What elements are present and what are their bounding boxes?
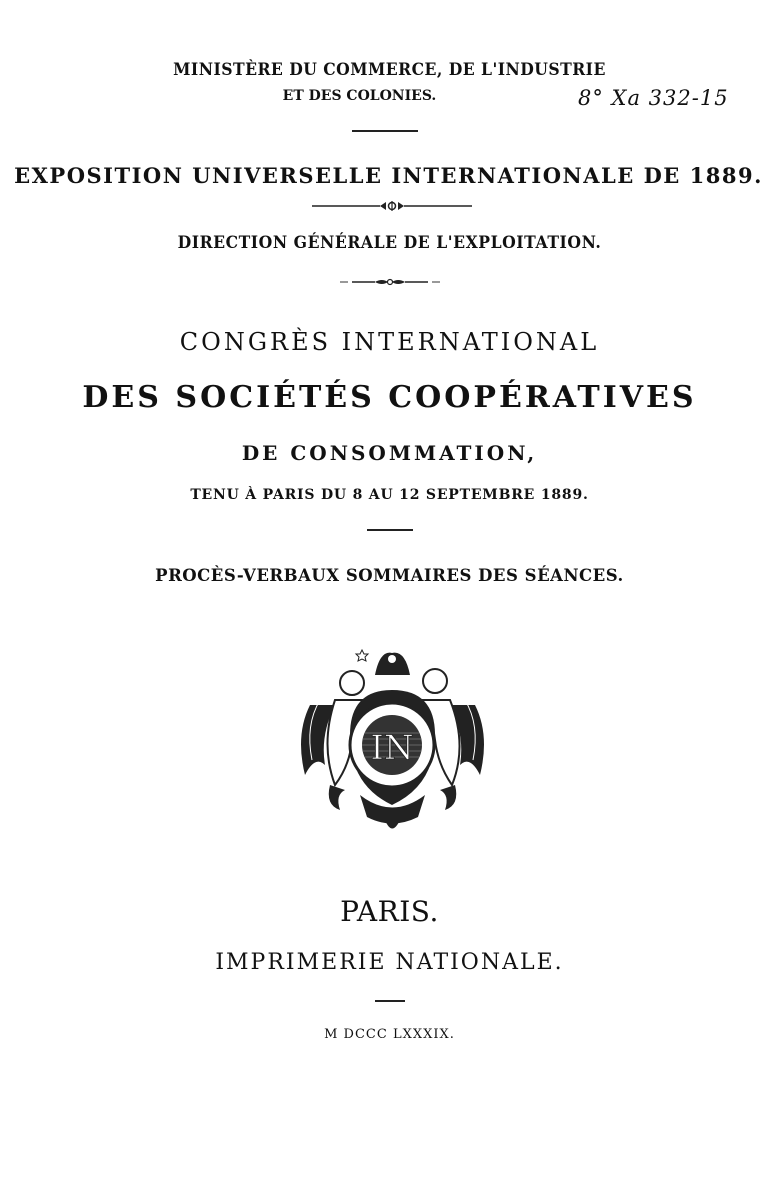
held-dates: TENU À PARIS DU 8 AU 12 SEPTEMBRE 1889.	[190, 487, 589, 503]
imprint-place: PARIS.	[340, 895, 439, 928]
imprint-year: M DCCC LXXXIX.	[324, 1027, 455, 1042]
handwritten-shelfmark: 8° Xa 332-15	[578, 86, 729, 110]
ornament-flourish-icon	[340, 277, 440, 287]
ministry-heading: MINISTÈRE DU COMMERCE, DE L'INDUSTRIE	[173, 60, 606, 80]
congress-title-line3: DE CONSOMMATION,	[241, 441, 538, 465]
congress-title-line2: DES SOCIÉTÉS COOPÉRATIVES	[82, 380, 697, 415]
imprint-publisher: IMPRIMERIE NATIONALE.	[215, 950, 564, 975]
divider-rule	[375, 1000, 405, 1002]
divider-rule	[352, 130, 418, 132]
subtitle: PROCÈS-VERBAUX SOMMAIRES DES SÉANCES.	[155, 566, 624, 585]
exposition-heading: EXPOSITION UNIVERSELLE INTERNATIONALE DE 1889.	[14, 163, 763, 188]
divider-rule	[367, 529, 413, 531]
ministry-heading-continued: ET DES COLONIES.	[282, 88, 437, 104]
direction-heading: DIRECTION GÉNÉRALE DE L'EXPLOITATION.	[177, 233, 602, 253]
congress-title-line1: CONGRÈS INTERNATIONAL	[179, 328, 600, 356]
ornament-divider-icon	[312, 200, 472, 212]
svg-text:IN: IN	[370, 728, 414, 768]
imprimerie-nationale-emblem-icon	[290, 645, 495, 835]
